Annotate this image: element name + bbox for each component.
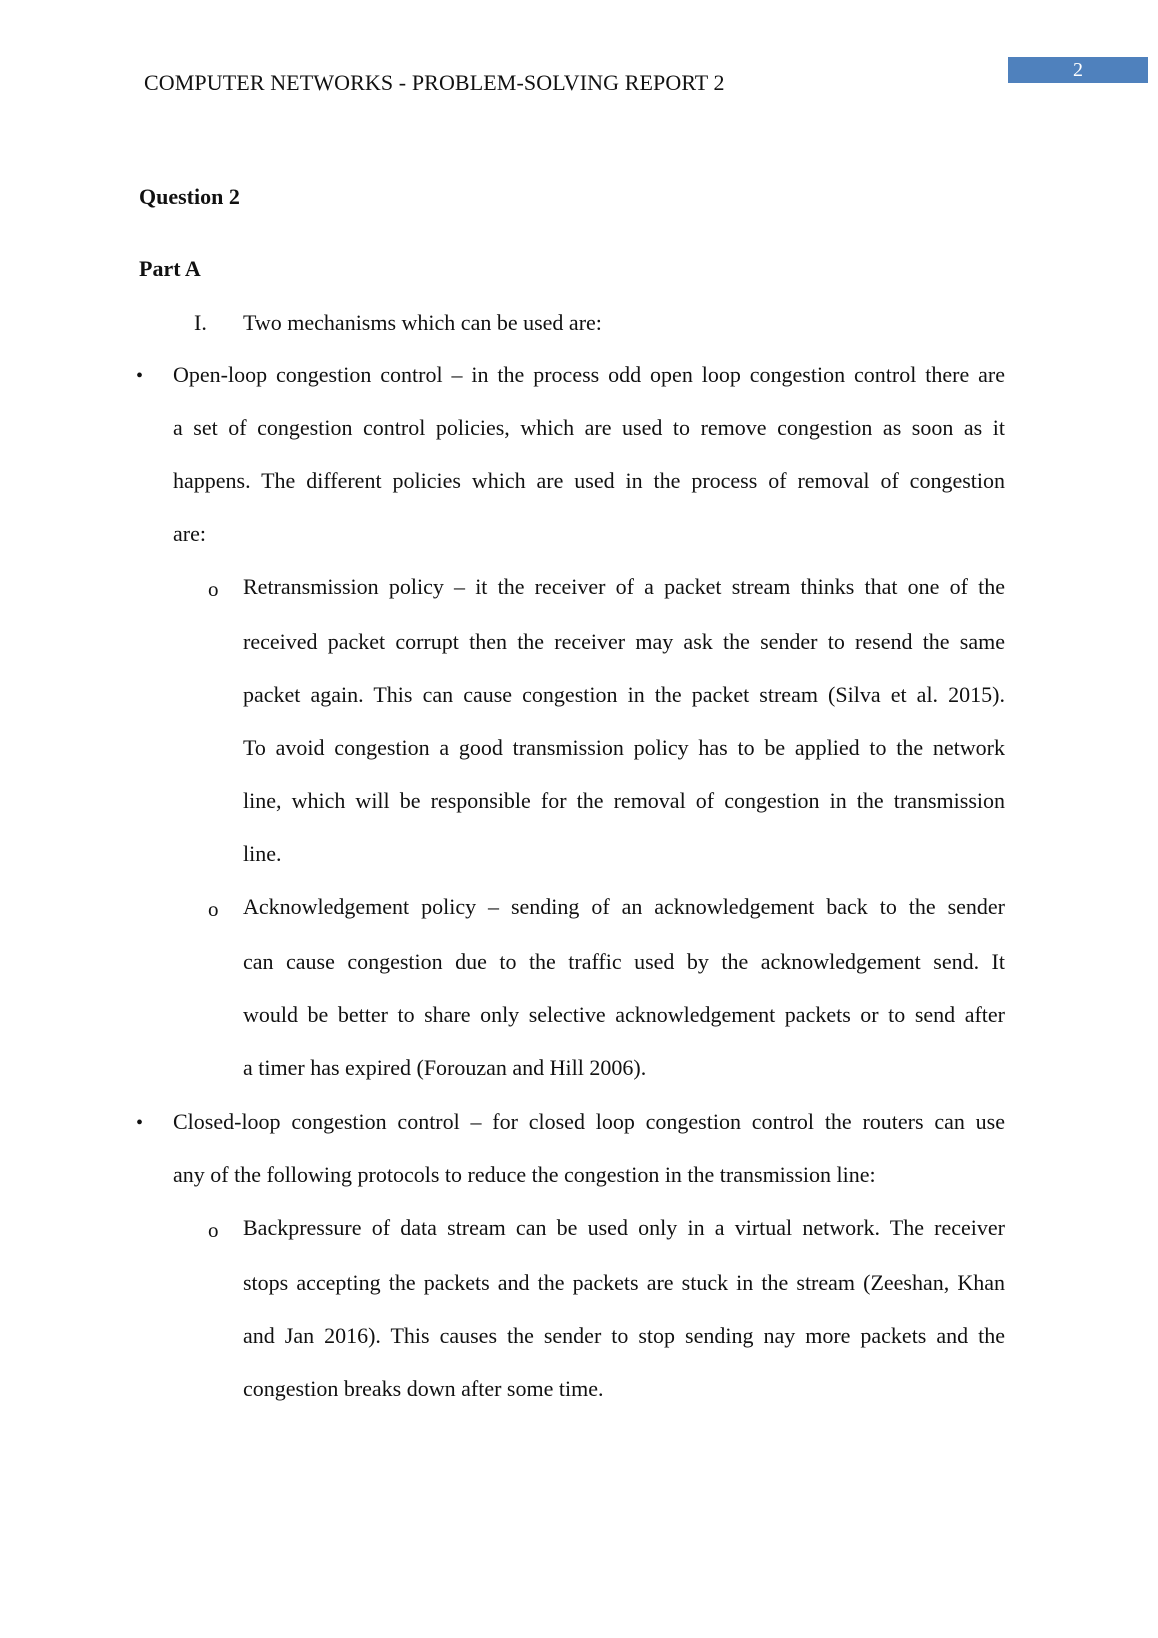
retransmission-line-1: Retransmission policy – it the receiver of a packet stream thinks that one of the [243,574,1005,599]
sub-bullet-acknowledgement: o [208,897,219,921]
backpressure-line-4: congestion breaks down after some time. [243,1376,604,1401]
open-loop-line-4: are: [173,521,206,546]
part-heading: Part A [139,256,201,281]
open-loop-line-3: happens. The different policies which are used in the process of removal of congestion [173,468,1005,493]
backpressure-line-3: and Jan 2016). This causes the sender to stop sending nay more packets and the [243,1323,1005,1348]
open-loop-line-2: a set of congestion control policies, which are used to remove congestion as soon as it [173,415,1005,440]
page-number-badge: 2 [1008,57,1148,83]
acknowledgement-line-2: can cause congestion due to the traffic used by the acknowledgement send. It [243,949,1005,974]
acknowledgement-line-4: a timer has expired (Forouzan and Hill 2006). [243,1055,647,1080]
backpressure-line-2: stops accepting the packets and the packets are stuck in the stream (Zeeshan, Khan [243,1270,1005,1295]
retransmission-line-4: To avoid congestion a good transmission policy has to be applied to the network [243,735,1005,760]
sub-bullet-backpressure: o [208,1218,219,1242]
retransmission-line-6: line. [243,841,282,866]
question-heading: Question 2 [139,184,240,209]
acknowledgement-line-1: Acknowledgement policy – sending of an acknowledgement back to the sender [243,894,1005,919]
sub-bullet-retransmission: o [208,577,219,601]
running-head: COMPUTER NETWORKS - PROBLEM-SOLVING REPORT 2 [144,70,725,95]
retransmission-line-5: line, which will be responsible for the removal of congestion in the transmission [243,788,1005,813]
bullet-closed-loop: • [136,1112,144,1134]
bullet-open-loop: • [136,365,144,387]
backpressure-line-1: Backpressure of data stream can be used only in a virtual network. The receiver [243,1215,1005,1240]
retransmission-line-2: received packet corrupt then the receiver may ask the sender to resend the same [243,629,1005,654]
closed-loop-line-1: Closed-loop congestion control – for closed loop congestion control the routers can use [173,1109,1005,1134]
roman-numeral-marker: I. [194,310,207,335]
roman-item-text: Two mechanisms which can be used are: [243,310,602,335]
open-loop-line-1: Open-loop congestion control – in the process odd open loop congestion control there are [173,362,1005,387]
closed-loop-line-2: any of the following protocols to reduce the congestion in the transmission line: [173,1162,876,1187]
acknowledgement-line-3: would be better to share only selective acknowledgement packets or to send after [243,1002,1005,1027]
retransmission-line-3: packet again. This can cause congestion in the packet stream (Silva et al. 2015). [243,682,1005,707]
